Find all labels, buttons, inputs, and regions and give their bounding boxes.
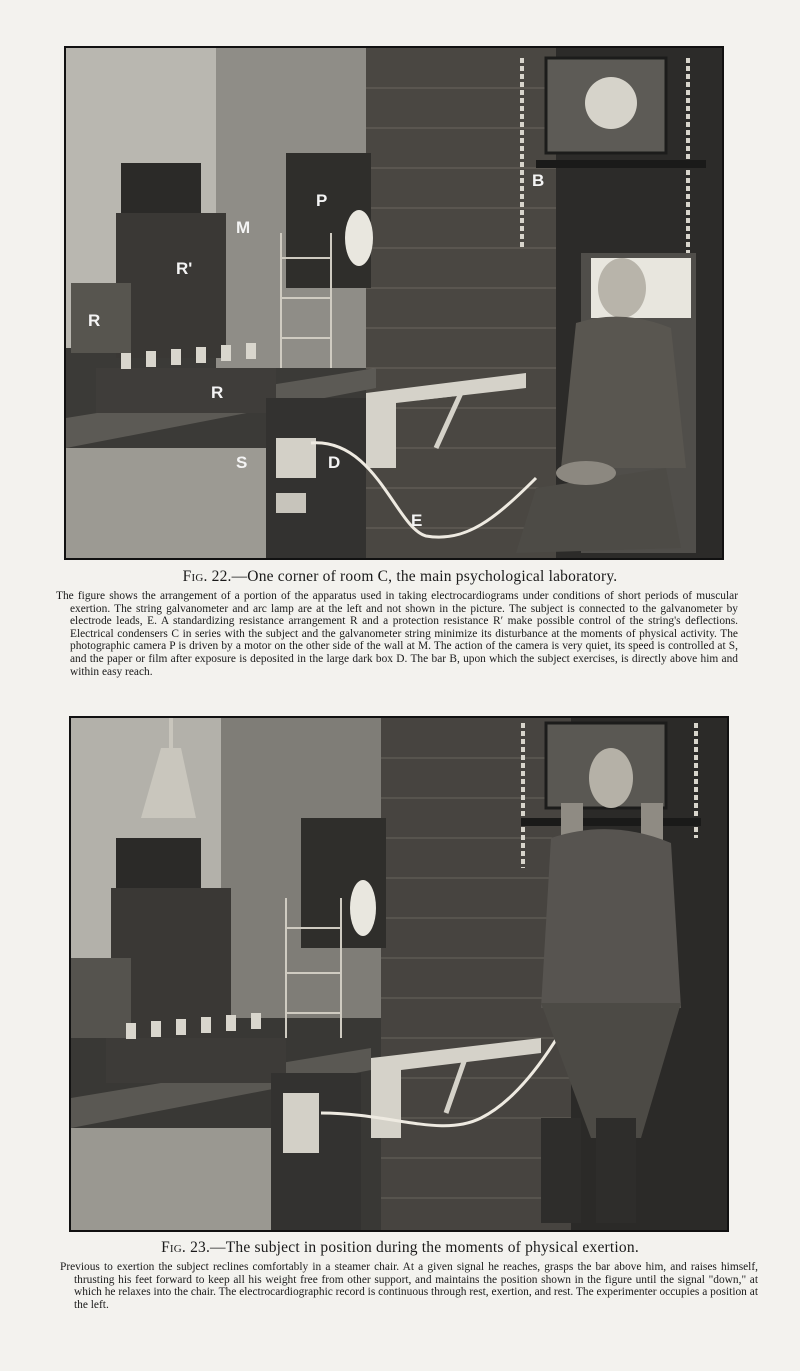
figure-22-title [0,568,800,586]
photo-label-r-upper: R [88,311,101,330]
figure-23-title-text: —The subject in position during the moments of physical exertion. [210,1239,639,1256]
photo-label-e: E [411,511,423,530]
photo-label-d: D [328,453,341,472]
photo-label-b: B [532,171,545,190]
figure-23-label: Fig. 23. [161,1239,211,1256]
figure-22-label: Fig. 22. [182,568,232,585]
photo-label-p: P [316,191,328,210]
photo-label-s: S [236,453,248,472]
photo-label-r: R [211,383,224,402]
figure-22-description: The figure shows the arrangement of a portion of the apparatus used in taking electrocardiograms under conditions of short periods of muscular exertion. The string galvanometer and arc lamp are at the left and not shown in the picture. The subject is connected to the galvanometer by electrode leads, E. A standardizing resistance arrangement R and a protection resistance R′ make possible control of the string's deflections. Electrical condensers C in series with the subject and the galvanometer string minimize its disturbance at the moments of physical activity. The photographic camera P is driven by a motor on the other side of the wall at M. The action of the camera is very quiet, its speed is controlled at S, and the paper or film after exposure is deposited in the large dark box D. The bar B, upon which the subject exercises, is directly above him and within easy reach. [56,590,738,678]
photo-label-m: M [236,218,251,237]
figure-22-title-text: —One corner of room C, the main psychological laboratory. [231,568,618,585]
figure-23-title [0,1239,800,1257]
figure-23-photo [69,716,729,1232]
figure-22-photo [64,46,724,560]
photo-label-r-prime: R' [176,259,193,278]
figure-23-description: Previous to exertion the subject reclines comfortably in a steamer chair. At a given signal he reaches, grasps the bar above him, and raises himself, thrusting his feet forward to keep all his weight free from other support, and maintains the position shown in the figure until the signal "down," at which he relaxes into the chair. The electrocardiographic record is continuous through rest, exertion, and rest. The experimenter occupies a position at the left. [60,1261,758,1311]
